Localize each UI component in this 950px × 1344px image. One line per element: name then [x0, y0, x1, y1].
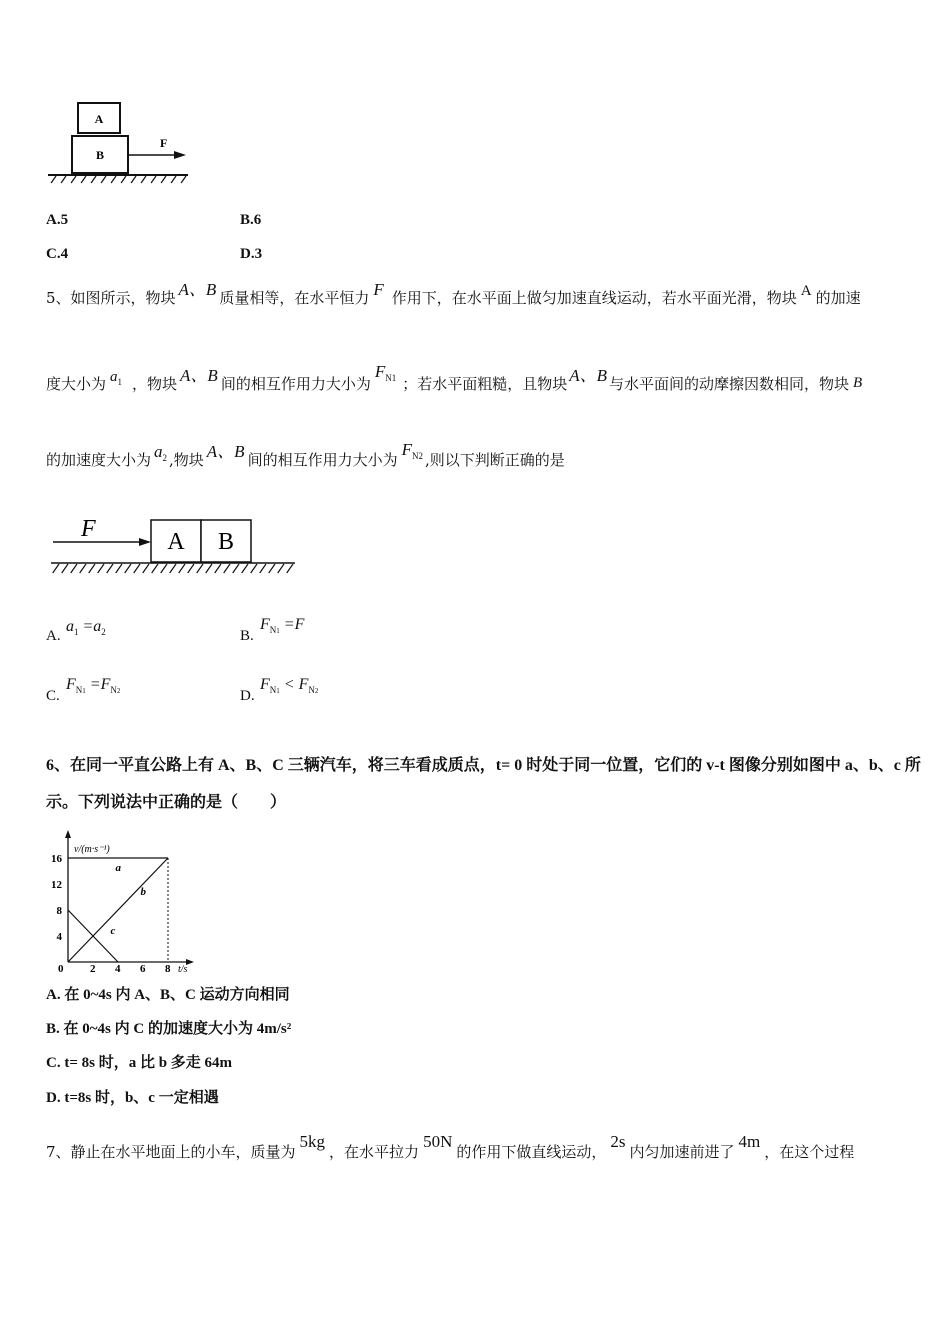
- q5-var-f: F: [373, 280, 384, 299]
- force-label: F: [160, 136, 168, 150]
- x-axis-label: t/s: [178, 964, 188, 975]
- q5-var-b: B: [853, 375, 863, 391]
- q6-option-b: B. 在 0~4s 内 C 的加速度大小为 4m/s²: [46, 1021, 292, 1037]
- hatch-mark: [215, 564, 221, 573]
- q5-text: 度大小为: [46, 375, 107, 393]
- block-a-label: A: [167, 529, 185, 555]
- series-c-label: c: [110, 925, 116, 938]
- hatch-mark: [53, 564, 59, 573]
- q5-option-d: D. $F_{N1} < F_{N2}$: [240, 676, 319, 704]
- series-a-label: a: [115, 862, 121, 874]
- hatch-mark: [206, 564, 212, 573]
- hatch-mark: [161, 176, 166, 183]
- y-axis-arrow: [65, 830, 71, 838]
- q6-option-d: D. t=8s 时，b、c 一定相遇: [46, 1090, 219, 1106]
- q4-figure: [40, 95, 200, 190]
- hatch-mark: [101, 176, 106, 183]
- hatch-mark: [197, 564, 203, 573]
- hatch-mark: [62, 564, 68, 573]
- q5-line-3: [46, 440, 565, 476]
- q5-var-ab: A、B: [180, 366, 218, 385]
- q7-mass: 5kg: [299, 1132, 326, 1151]
- ground-hatch: [53, 564, 293, 573]
- hatch-mark: [125, 564, 131, 573]
- q5-text: ；若水平面粗糙，且物块: [402, 375, 568, 393]
- q5-figure: [45, 510, 305, 580]
- q5-line-1: [46, 280, 861, 309]
- q6-option-c: C. t= 8s 时，a 比 b 多走 64m: [46, 1055, 233, 1071]
- q5-text: 的加速度大小为: [46, 451, 152, 469]
- q4-option-b: B.6: [240, 212, 262, 228]
- q5-var-ab: A、B: [206, 442, 245, 461]
- q6-line-2: 示。下列说法中正确的是（ ）: [46, 794, 287, 811]
- q5-var-ab: A、B: [569, 366, 608, 385]
- hatch-mark: [278, 564, 284, 573]
- hatch-mark: [98, 564, 104, 573]
- hatch-mark: [131, 176, 136, 183]
- hatch-mark: [152, 564, 158, 573]
- x-tick-label: 6: [140, 963, 146, 975]
- series-b-label: b: [140, 886, 146, 899]
- hatch-mark: [224, 564, 230, 573]
- hatch-mark: [170, 564, 176, 573]
- q4-option-d: D.3: [240, 246, 263, 262]
- q7-distance: 4m: [738, 1132, 761, 1151]
- hatch-mark: [251, 564, 257, 573]
- hatch-mark: [51, 176, 56, 183]
- hatch-mark: [141, 176, 146, 183]
- q7-text: 7、静止在水平地面上的小车，质量为: [46, 1143, 296, 1161]
- q5-option-b: B. $F_{N1} =F$: [240, 616, 305, 644]
- hatch-mark: [80, 564, 86, 573]
- y-tick-label: 16: [51, 853, 62, 865]
- q5-text: 与水平面间的动摩擦因数相同，物块: [609, 375, 850, 393]
- q5-var-ab: A、B: [178, 280, 217, 299]
- block-a-label: A: [94, 112, 104, 126]
- q5-text: ,物块: [169, 451, 204, 469]
- q7-text: 的作用下做直线运动，: [456, 1143, 607, 1161]
- q4-option-c: C.4: [46, 246, 69, 262]
- x-tick-label: 4: [115, 963, 121, 975]
- q4-option-a: A.5: [46, 212, 69, 228]
- q6-line-1: 6、在同一平直公路上有 A、B、C 三辆汽车，将三车看成质点，t= 0 时处于同一位置，它们的 v-t 图像分别如图中 a、b、c 所: [46, 757, 921, 774]
- hatch-mark: [91, 176, 96, 183]
- q7-line-1: [46, 1132, 855, 1162]
- hatch-mark: [179, 564, 185, 573]
- block-b-label: B: [95, 148, 105, 162]
- hatch-mark: [107, 564, 113, 573]
- q5-text: ，物块: [132, 375, 178, 393]
- y-tick-label: 4: [56, 931, 62, 943]
- q7-force: 50N: [423, 1132, 453, 1151]
- q5-var-fn2: $F_{N2}$: [401, 440, 423, 461]
- hatch-mark: [111, 176, 116, 183]
- q7-text: ，在水平拉力: [329, 1143, 420, 1161]
- force-arrowhead: [174, 151, 186, 159]
- q5-text: 间的相互作用力大小为: [247, 451, 398, 469]
- q7-time: 2s: [610, 1132, 626, 1151]
- q5-text: 作用下，在水平面上做匀加速直线运动，若水平面光滑，物块: [391, 289, 797, 307]
- hatch-mark: [242, 564, 248, 573]
- q5-text: 质量相等，在水平恒力: [219, 289, 370, 307]
- hatch-mark: [143, 564, 149, 573]
- x-tick-label: 2: [90, 963, 96, 975]
- q5-var-a: A: [800, 283, 812, 299]
- hatch-mark: [71, 564, 77, 573]
- q5-var-a2: $a_2$: [154, 442, 168, 463]
- q5-var-fn1: $F_{N1}$: [374, 362, 397, 383]
- q5-option-c: C. $F_{N1} =F_{N2}$: [46, 676, 121, 704]
- q5-text: 5、如图所示，物块: [46, 289, 176, 307]
- q5-text: 的加速: [815, 289, 861, 307]
- q7-text: 内匀加速前进了: [629, 1143, 735, 1161]
- hatch-mark: [116, 564, 122, 573]
- q5-var-a1: $a_1$: [110, 369, 123, 387]
- hatch-mark: [171, 176, 176, 183]
- hatch-mark: [151, 176, 156, 183]
- hatch-mark: [287, 564, 293, 573]
- y-tick-label: 8: [56, 905, 62, 917]
- q5-text: ,则以下判断正确的是: [424, 451, 565, 469]
- hatch-mark: [121, 176, 126, 183]
- hatch-mark: [71, 176, 76, 183]
- q5-text: 间的相互作用力大小为: [220, 375, 371, 393]
- hatch-mark: [161, 564, 167, 573]
- hatch-mark: [269, 564, 275, 573]
- hatch-mark: [188, 564, 194, 573]
- y-tick-label: 12: [51, 879, 62, 891]
- x-tick-label: 8: [165, 963, 171, 975]
- hatch-mark: [61, 176, 66, 183]
- hatch-mark: [134, 564, 140, 573]
- q7-text: ，在这个过程: [764, 1143, 855, 1161]
- hatch-mark: [233, 564, 239, 573]
- q5-line-2: [46, 362, 863, 400]
- hatch-mark: [89, 564, 95, 573]
- ground-hatch: [51, 176, 186, 183]
- y-axis-label: v/(m·s⁻¹): [74, 844, 110, 855]
- q6-option-a: A. 在 0~4s 内 A、B、C 运动方向相同: [46, 987, 290, 1003]
- force-label: F: [81, 516, 96, 542]
- hatch-mark: [260, 564, 266, 573]
- block-b-label: B: [217, 529, 235, 555]
- force-arrowhead: [139, 538, 151, 546]
- hatch-mark: [81, 176, 86, 183]
- hatch-mark: [181, 176, 186, 183]
- q5-option-a: A. $a_1 =a_2$: [46, 618, 106, 644]
- x-tick-label: 0: [58, 963, 64, 975]
- vt-chart: [40, 828, 200, 976]
